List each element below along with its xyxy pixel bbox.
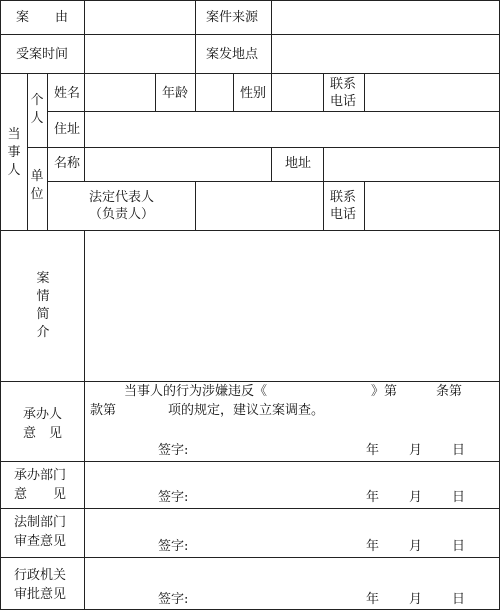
sign-label: 签字: [158,592,189,607]
party-label: 当 事 人 [7,127,21,178]
case-source-label: 案件来源 [206,10,259,25]
handler-opinion-label: 承办人 意 见 [22,407,62,441]
address-field[interactable] [85,112,499,147]
year-label: 年 [366,539,380,554]
case-place-field[interactable] [272,35,499,73]
gender-label: 性别 [240,86,267,101]
year-label: 年 [366,592,380,607]
case-time-field[interactable] [85,35,195,73]
dept-opinion-label: 承办部门 意 见 [14,468,67,502]
handler-text-1: 当事人的行为涉嫌违反《 》第 条第 [124,384,463,399]
age-field[interactable] [196,74,233,111]
admin-approval-label: 行政机关 审批意见 [14,568,67,602]
month-label: 月 [409,490,423,505]
unit-name-field[interactable] [85,148,271,181]
cause-label: 案 由 [16,10,69,25]
line [0,557,500,558]
sign-label: 签字: [158,490,189,505]
unit-address-label: 地址 [285,156,312,171]
name-field[interactable] [85,74,155,111]
case-source-field[interactable] [272,1,499,34]
sign-label: 签字: [158,443,189,458]
line [195,0,196,73]
sign-label: 签字: [158,539,189,554]
line [233,73,234,111]
gender-field[interactable] [272,74,323,111]
age-label: 年龄 [162,86,189,101]
unit-address-field[interactable] [324,148,499,181]
day-label: 日 [452,443,466,458]
line [323,73,324,111]
unit-label: 单 位 [30,169,44,202]
address-label: 住址 [54,122,81,137]
line [0,508,500,509]
name-label: 姓名 [54,86,81,101]
line [0,0,1,610]
line [27,73,28,230]
line [0,381,500,382]
legal-rep-field[interactable] [196,182,323,230]
legal-review-label: 法制部门 审查意见 [14,515,67,549]
unit-name-label: 名称 [54,156,81,171]
case-summary-label: 案 情 简 介 [36,271,50,340]
line [155,73,156,111]
phone-label-2: 联系 电话 [330,190,357,222]
month-label: 月 [409,443,423,458]
phone-label-1: 联系 电话 [330,77,357,109]
handler-text-2: 款第 项的规定，建议立案调查。 [90,403,325,418]
cause-field[interactable] [85,1,195,34]
line [323,181,324,230]
line [271,147,272,181]
month-label: 月 [409,592,423,607]
individual-label: 个 人 [30,93,44,126]
case-time-label: 受案时间 [16,47,69,62]
year-label: 年 [366,443,380,458]
phone-field-2[interactable] [365,182,499,230]
year-label: 年 [366,490,380,505]
case-summary-field[interactable] [85,231,499,381]
day-label: 日 [452,539,466,554]
legal-rep-label: 法定代表人 （负责人） [88,190,154,222]
phone-field-1[interactable] [365,74,499,111]
month-label: 月 [409,539,423,554]
case-place-label: 案发地点 [206,47,259,62]
line [0,461,500,462]
day-label: 日 [452,592,466,607]
day-label: 日 [452,490,466,505]
